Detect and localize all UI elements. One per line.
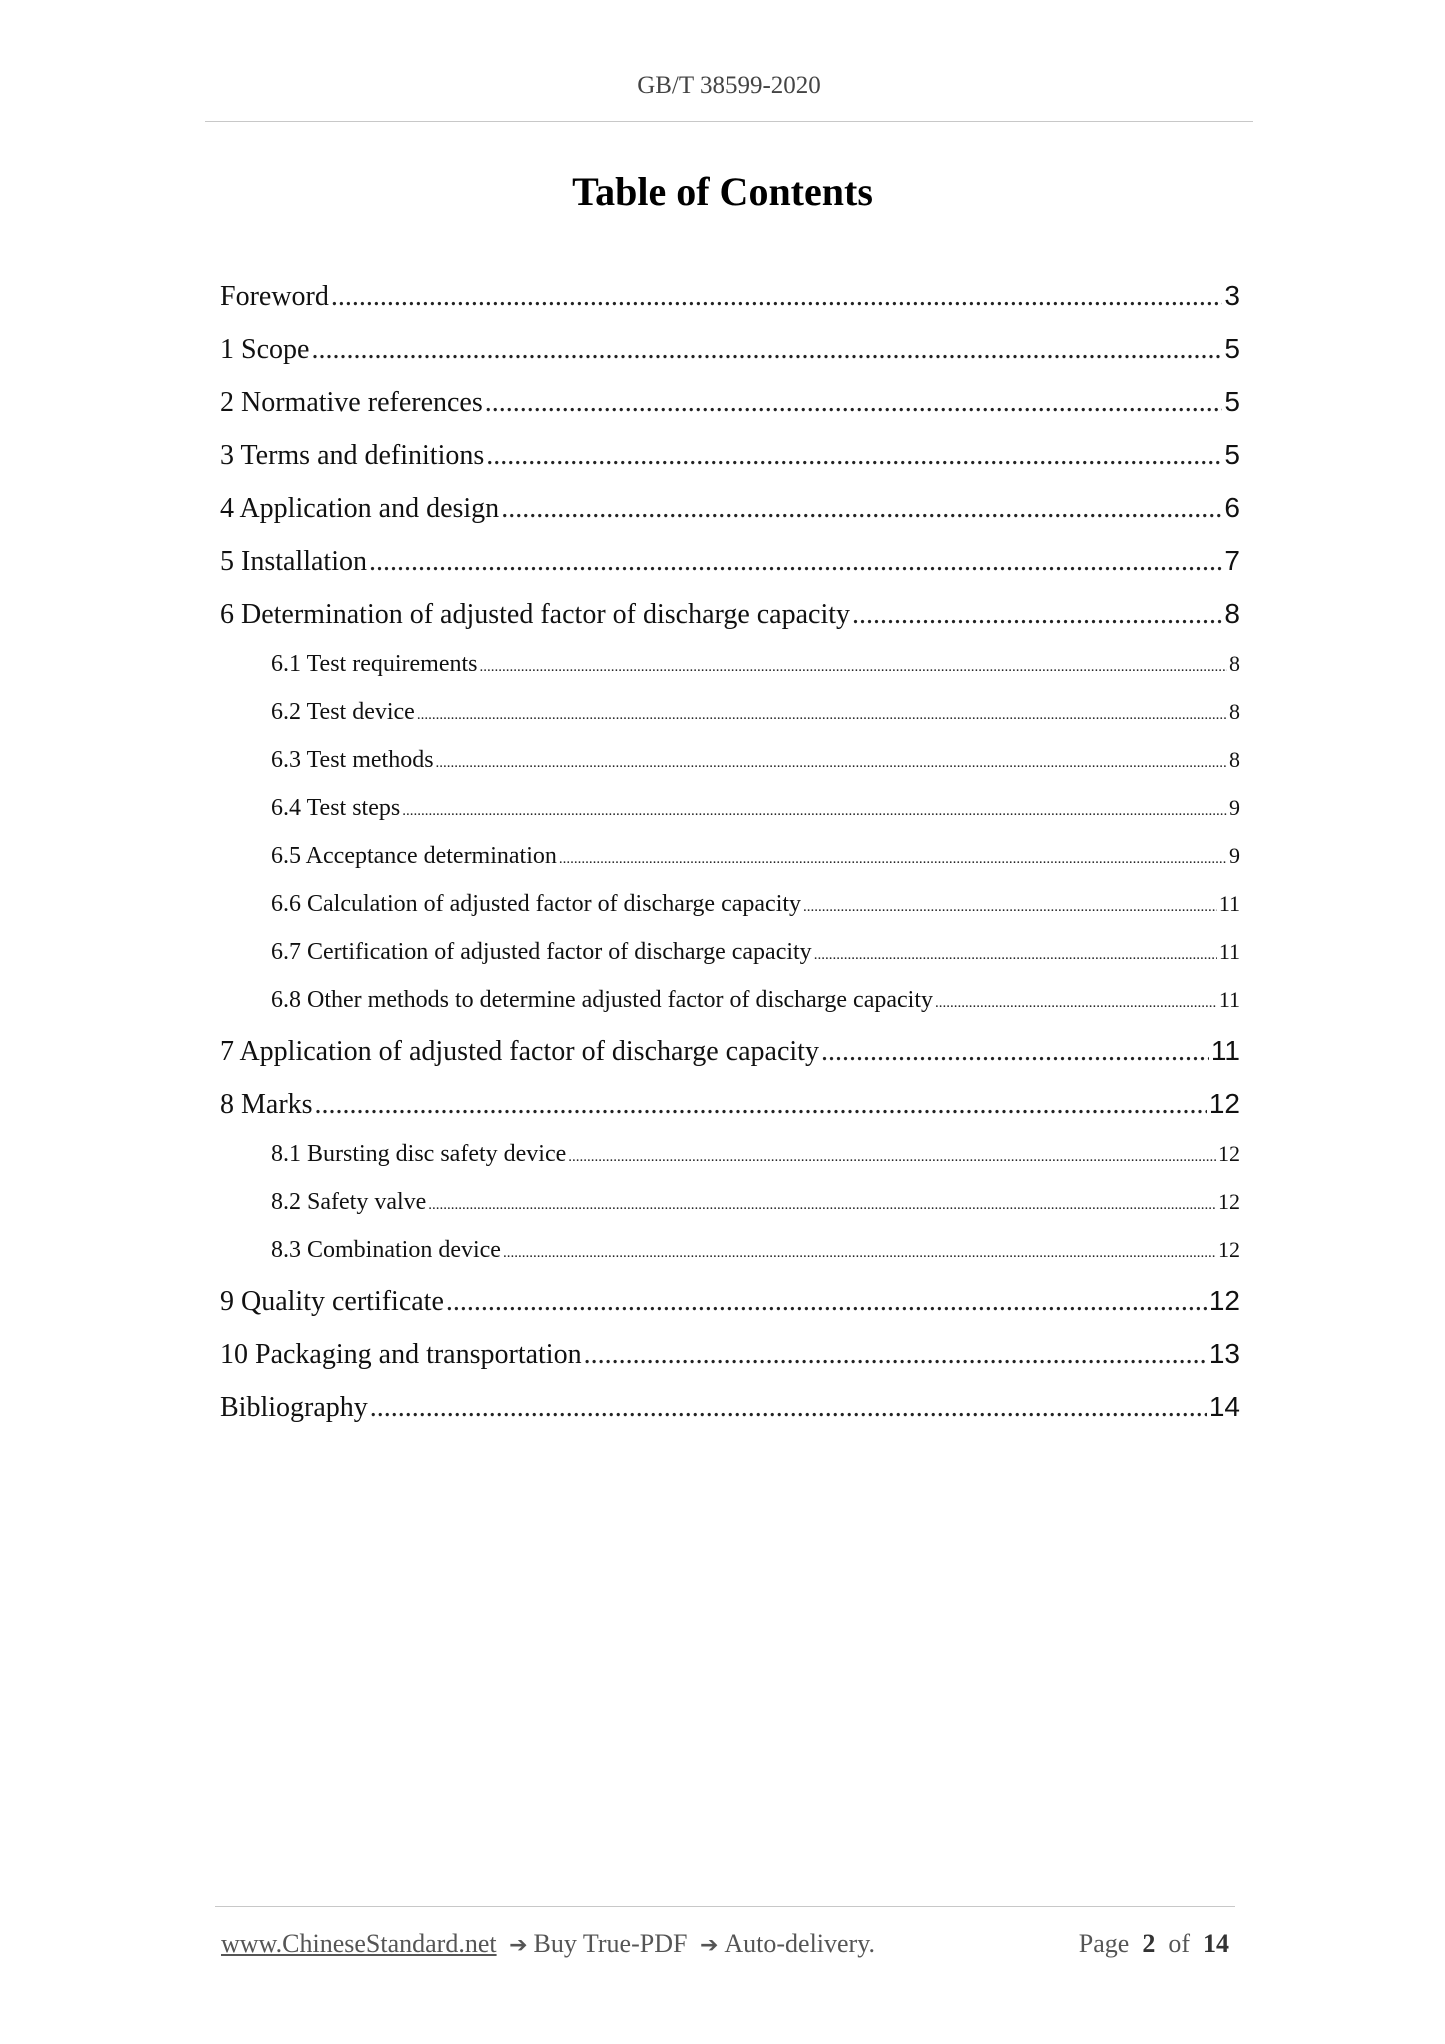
toc-entry-label: 6.5 Acceptance determination <box>271 843 557 869</box>
toc-entry-label: 10 Packaging and transportation <box>220 1339 582 1370</box>
toc-entry-determination[interactable] <box>220 598 1240 651</box>
toc-entry-label: Bibliography <box>220 1392 368 1423</box>
toc-entry-application-of-factor[interactable] <box>220 1035 1240 1088</box>
dot-leader <box>417 699 1227 726</box>
dot-leader <box>821 1036 1209 1068</box>
toc-entry-page: 8 <box>1229 699 1240 724</box>
toc-entry-foreword[interactable] <box>220 280 1240 333</box>
toc-entry-6-2[interactable] <box>220 699 1240 747</box>
toc-entry-page: 7 <box>1224 545 1240 576</box>
dot-leader <box>485 387 1223 419</box>
page-footer <box>215 1906 1235 1967</box>
toc-entry-8-2[interactable] <box>220 1189 1240 1237</box>
dot-leader <box>935 987 1217 1014</box>
toc-entry-marks[interactable] <box>220 1088 1240 1141</box>
toc-entry-page: 12 <box>1208 1088 1240 1119</box>
toc-entry-8-3[interactable] <box>220 1237 1240 1285</box>
toc-entry-page: 5 <box>1224 439 1240 470</box>
toc-entry-6-4[interactable] <box>220 795 1240 843</box>
standard-code: GB/T 38599-2020 <box>637 72 821 99</box>
dot-leader <box>428 1189 1216 1216</box>
toc-entry-label: 7 Application of adjusted factor of discharge capacity <box>220 1036 819 1067</box>
toc-entry-packaging[interactable] <box>220 1338 1240 1391</box>
toc-entry-scope[interactable] <box>220 333 1240 386</box>
toc-entry-page: 14 <box>1208 1391 1240 1422</box>
toc-entry-label: Foreword <box>220 281 329 312</box>
toc-entry-page: 11 <box>1218 987 1240 1012</box>
toc-entry-label: 6.7 Certification of adjusted factor of discharge capacity <box>271 939 812 965</box>
page-word: Page <box>1078 1929 1130 1958</box>
toc-entry-6-1[interactable] <box>220 651 1240 699</box>
toc-entry-6-6[interactable] <box>220 891 1240 939</box>
dot-leader <box>446 1286 1207 1318</box>
toc-entry-label: 4 Application and design <box>220 493 500 524</box>
dot-leader <box>568 1141 1216 1168</box>
toc-entry-page: 8 <box>1224 598 1240 629</box>
toc-entry-label: 3 Terms and definitions <box>220 440 485 471</box>
dot-leader <box>559 843 1227 870</box>
toc-entry-page: 5 <box>1224 386 1240 417</box>
toc-entry-label: 6.2 Test device <box>271 699 415 725</box>
toc-entry-page: 8 <box>1229 651 1240 676</box>
toc-entry-label: 6.4 Test steps <box>271 795 401 821</box>
current-page-number: 2 <box>1142 1929 1156 1958</box>
toc-entry-label: 6 Determination of adjusted factor of discharge capacity <box>220 599 851 630</box>
table-of-contents <box>220 280 1240 1444</box>
toc-entry-page: 9 <box>1229 843 1240 868</box>
delivery-text: Auto-delivery. <box>724 1929 876 1958</box>
toc-entry-label: 6.1 Test requirements <box>271 651 478 677</box>
total-pages-number: 14 <box>1203 1929 1229 1958</box>
dot-leader <box>803 891 1217 918</box>
dot-leader <box>315 1089 1207 1121</box>
toc-entry-quality-certificate[interactable] <box>220 1285 1240 1338</box>
toc-entry-label: 8.1 Bursting disc safety device <box>271 1141 567 1167</box>
right-arrow-icon: ➔ <box>699 1933 719 1958</box>
of-word: of <box>1168 1929 1190 1958</box>
toc-entry-page: 11 <box>1210 1035 1240 1066</box>
toc-entry-page: 6 <box>1224 492 1240 523</box>
dot-leader <box>814 939 1217 966</box>
site-link[interactable]: www.ChineseStandard.net <box>221 1929 497 1958</box>
dot-leader <box>584 1339 1207 1371</box>
page-indicator <box>1079 1929 1229 1959</box>
dot-leader <box>370 1392 1207 1424</box>
dot-leader <box>331 281 1223 313</box>
toc-entry-label: 8.2 Safety valve <box>271 1189 427 1215</box>
toc-entry-page: 12 <box>1218 1237 1240 1262</box>
toc-entry-installation[interactable] <box>220 545 1240 598</box>
toc-entry-page: 13 <box>1208 1338 1240 1369</box>
toc-entry-6-3[interactable] <box>220 747 1240 795</box>
toc-entry-page: 12 <box>1218 1141 1240 1166</box>
toc-entry-label: 1 Scope <box>220 334 310 365</box>
dot-leader <box>402 795 1227 822</box>
toc-entry-6-7[interactable] <box>220 939 1240 987</box>
toc-entry-8-1[interactable] <box>220 1141 1240 1189</box>
dot-leader <box>503 1237 1216 1264</box>
buy-text: Buy True-PDF <box>533 1929 688 1958</box>
toc-entry-terms-and-definitions[interactable] <box>220 439 1240 492</box>
dot-leader <box>311 334 1222 366</box>
toc-entry-page: 12 <box>1218 1189 1240 1214</box>
toc-entry-label: 8 Marks <box>220 1089 313 1120</box>
dot-leader <box>436 747 1227 774</box>
page-header <box>205 64 1253 122</box>
toc-entry-label: 8.3 Combination device <box>271 1237 501 1263</box>
toc-entry-label: 6.6 Calculation of adjusted factor of discharge capacity <box>271 891 802 917</box>
toc-entry-page: 11 <box>1218 891 1240 916</box>
toc-entry-page: 8 <box>1229 747 1240 772</box>
dot-leader <box>369 546 1222 578</box>
toc-entry-label: 9 Quality certificate <box>220 1286 444 1317</box>
footer-promo <box>221 1929 875 1959</box>
dot-leader <box>486 440 1222 472</box>
toc-entry-page: 5 <box>1224 333 1240 364</box>
toc-entry-label: 6.3 Test methods <box>271 747 434 773</box>
right-arrow-icon: ➔ <box>509 1933 528 1958</box>
toc-entry-page: 3 <box>1224 280 1240 311</box>
toc-title: Table of Contents <box>572 169 873 214</box>
toc-entry-label: 5 Installation <box>220 546 367 577</box>
toc-entry-normative-references[interactable] <box>220 386 1240 439</box>
toc-entry-bibliography[interactable] <box>220 1391 1240 1444</box>
toc-entry-page: 11 <box>1218 939 1240 964</box>
toc-entry-application-and-design[interactable] <box>220 492 1240 545</box>
toc-entry-label: 6.8 Other methods to determine adjusted factor of discharge capacity <box>271 987 933 1013</box>
dot-leader <box>480 651 1228 678</box>
dot-leader <box>501 493 1222 525</box>
toc-entry-label: 2 Normative references <box>220 387 483 418</box>
toc-entry-6-8[interactable] <box>220 987 1240 1035</box>
dot-leader <box>852 599 1222 631</box>
toc-entry-6-5[interactable] <box>220 843 1240 891</box>
toc-entry-page: 9 <box>1229 795 1240 820</box>
toc-entry-page: 12 <box>1208 1285 1240 1316</box>
